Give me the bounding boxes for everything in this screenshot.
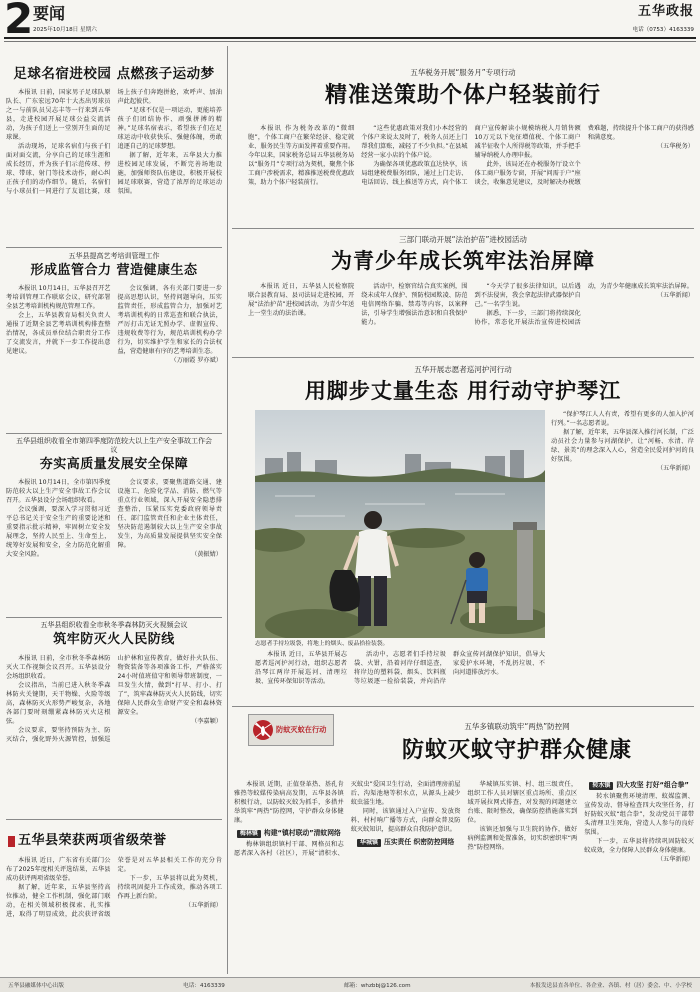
mosquito-icon [252, 719, 274, 741]
fire-paragraph: 本报讯 日前，全市秋冬季森林防灭火工作视频会议召开。五华县设分会场组织收看。 [6, 655, 111, 680]
divider [232, 228, 694, 229]
editor-phone: 电话（0753）4163339 [632, 27, 694, 33]
fire-headline: 筑牢防灭火人民防线 [53, 632, 175, 647]
honors-paragraph: 本报讯 近日，广东省有关部门公布了2025年度相关评选结果，五华县成功获评两项省级荣誉。 [6, 857, 111, 882]
honors-headline: 五华县荣获两项省级荣誉 [18, 833, 167, 848]
river-paragraph: 本报讯 近日，五华县开展志愿者巡河护河行动，组织志愿者沿琴江两岸开展巡河、清理垃圾、宣传环保知识等活动。 [255, 651, 347, 685]
law-paragraph: 据悉，下一步，三部门将持续深化协作，常态化开展法治宣传进校园活动，为青少年健康成长筑牢法治屏障。 [474, 283, 693, 326]
tax-paragraph: 本报讯 作为税务改革的“微细胞”，个体工商户在繁荣经济、稳定就业、服务民生等方面发挥着重要作用。今年以来，国家税务总局五华县税务局以“服务月”专项行动为契机，聚焦个体工商户涉税需求，精准推送税费优惠政策，助力个体户轻装前行。 [248, 125, 355, 186]
mosquito-section-heading [584, 780, 694, 790]
mosquito-subhead: 构建“镇村联动”清蚊网络 [263, 829, 341, 837]
fire-paragraph: 会议指出，当前已进入秋冬季森林防火关键期，天干物燥、火险等级高，森林防灭火形势严峻复杂，各地各部门要时刻绷紧森林防灭火这根弦。 [6, 682, 111, 725]
safety-byline: （黄振婧） [191, 551, 222, 558]
art-exam-byline: （万丽霞 罗亦斌） [170, 357, 222, 364]
tax-paragraph: 为确保各项优惠政策直达快享，该局组建税费服务团队，通过上门走访、电话回访、线上推送等方式，向个体工商户宣传解读小规模纳税人月销售额10万元以下免征增值税、个体工商户减半征收个人所得税等政策，并手把手辅导纳税人办理申报。 [361, 125, 581, 186]
mosquito-paragraph: 该镇还加强与卫生院的协作，做好病例监测和处置准备，切实织密织牢“两热”防控网络。 [467, 826, 578, 851]
divider [6, 617, 222, 618]
fire-kicker: 五华县组织收看全市秋冬季森林防灭火视频会议 [40, 621, 188, 629]
mosquito-paragraph: 下一步，五华县将持续巩固防蚊灭蚊成效，全力保障人民群众身体健康。 [584, 838, 694, 854]
river-body-bottom [255, 650, 545, 702]
football-paragraph: 据了解，近年来，五华县大力推进校园足球发展，不断完善场地设施，加强师资队伍建设，积极开展校园足球联赛，营造了浓厚的足球运动氛围。 [117, 152, 222, 195]
art-exam-headline: 形成监管合力 营造健康生态 [30, 263, 198, 278]
mosquito-body [234, 780, 694, 972]
art-exam-body [6, 284, 222, 428]
mosquito-paragraph: 华城镇压实镇、村、组三级责任，组织工作人员对辖区重点场所、重点区域开展拉网式排查，对发现的问题建立台账、限时整改，确保防控措施落实到位。 [467, 781, 578, 824]
honors-byline: （五华新闻） [184, 902, 222, 909]
footer-email: 邮箱：whzbbj@126.com [344, 983, 411, 989]
honors-paragraph: 下一步，五华县将以此为契机，持续巩固提升工作成效，推动各项工作再上新台阶。 [117, 875, 222, 900]
safety-paragraph: 会议要求，要聚焦道路交通、建设施工、危险化学品、消防、燃气等重点行业领域，深入开展安全隐患排查整治，压紧压实党委政府领导责任、部门监管责任和企业主体责任，坚决防范遏制较大以上生产安全事故发生，为高质量发展提供坚实安全保障。 [117, 479, 222, 549]
mosquito-logo-text: 防蚊灭蚊在行动 [276, 725, 327, 734]
law-byline: （五华新闻） [656, 292, 694, 299]
honors-paragraph: 据了解，近年来，五华县坚持高位推动，健全工作机制，强化部门联动，在相关领域积极探索、扎实推进，取得了明显成效，此次获评省级荣誉是对五华县相关工作的充分肯定。 [6, 857, 222, 918]
divider [6, 247, 222, 248]
footer-publisher: 五华县融媒体中心出版 [8, 983, 64, 989]
river-byline: （五华新闻） [656, 465, 694, 472]
river-paragraph: 活动中，志愿者们手持垃圾袋、火钳，沿着河岸仔细巡查，将岸边的塑料袋、烟头、饮料瓶等垃圾逐一捡拾装袋，并向沿岸群众宣传河湖保护知识，倡导大家爱护水环境，不乱扔垃圾、不向河道排放污水。 [354, 651, 545, 685]
issue-date: 2025年10月18日 星期六 [33, 27, 97, 33]
mosquito-campaign-logo [248, 714, 334, 746]
art-exam-kicker: 五华县提高艺考培训管理工作 [68, 252, 160, 260]
mosquito-paragraph: 转水镇聚焦环境清理、蚊媒监测、宣传发动、督导检查四大攻坚任务，打好防蚊灭蚊“组合拳”，发动党员干部带头清理卫生死角，营造人人参与的良好氛围。 [584, 793, 694, 836]
mosquito-paragraph: 梅林镇组织镇村干部、网格员和志愿者深入各村（社区），开展“清积水、灭蚊虫”爱国卫生行动，全面清理房前屋后、沟渠池塘等积水点，从源头上减少蚊虫滋生地。 [234, 781, 461, 857]
tax-kicker: 五华税务开展“服务月”专项行动 [410, 68, 516, 77]
fire-paragraph: 会议要求，要坚持预防为主、防灭结合，强化野外火源管控，加强巡山护林和宣传教育，做好扑火队伍、物资装备等各项准备工作，严格落实24小时值班值守和领导带班制度，一旦发生火情，做到“打早、打小、打了”，筑牢森林防灭火人民防线，切实保障人民群众生命财产安全和森林资源安全。 [6, 655, 222, 743]
river-body-side [551, 410, 694, 700]
law-paragraph: 本报讯 近日，五华县人民检察院联合县教育局、县司法局走进校园，开展“法治护苗”进校园活动，为青少年送上一堂生动的法治课。 [248, 283, 355, 317]
fire-body [6, 654, 222, 814]
tax-body [248, 124, 694, 224]
tax-paragraph: 此外，该局还在办税服务厅设立个体工商户服务专窗，开展“问需于户”座谈会，收集意见建议，及时解决办税缴费难题，持续提升个体工商户的获得感和满意度。 [474, 125, 694, 186]
mosquito-byline: （五华新闻） [656, 856, 694, 863]
divider [6, 819, 222, 820]
divider [232, 357, 694, 358]
divider [6, 433, 222, 434]
mosquito-subhead: 压实责任 织密防控网络 [383, 838, 455, 846]
river-photo [255, 410, 545, 638]
river-paragraph: 据了解，近年来，五华县深入推行河长制，广泛动员社会力量参与河湖保护，让“河畅、水清、岸绿、景美”的理念深入人心，营造全民爱河护河的良好氛围。 [551, 429, 694, 463]
mosquito-paragraph: 同时，该镇通过入户宣传、发放资料、村村响广播等方式，向群众普及防蚊灭蚊知识，提高群众自我防护意识。 [350, 808, 461, 833]
honors-body [6, 856, 222, 972]
art-exam-paragraph: 会上，五华县教育局相关负责人通报了近期全县艺考培训机构排查整治情况，各成员单位结合职责分工作了交流发言，并就下一步工作提出意见建议。 [6, 312, 111, 355]
law-headline: 为青少年成长筑牢法治屏障 [331, 248, 595, 273]
page-number: 2 [4, 0, 34, 43]
mosquito-section-heading [351, 837, 461, 847]
art-exam-paragraph: 本报讯 10月14日，五华县召开艺考培训管理工作联席会议，研究部署全县艺考培训机构规范管理工作。 [6, 285, 111, 310]
safety-headline: 夯实高质量发展安全保障 [39, 457, 189, 472]
football-paragraph: 活动现场，足球名宿们与孩子们面对面交流，分享自己的足球生涯和成长经历，并为孩子们示范传球、停球、带球、射门等技术动作，耐心纠正孩子们的动作细节。随后，名宿们与小球员们一同进行了友谊比赛，球场上孩子们奔跑拼抢，欢呼声、加油声此起彼伏。 [6, 89, 222, 195]
column-divider [227, 46, 228, 974]
header-rule-thin [4, 41, 696, 42]
football-paragraph: 本报讯 日前，国家男子足球队原队长、广东宏远70年十大杰出男球员之一与前队员吴志丰等一行来到五华县，走进校园开展足球公益交流活动，为孩子们送上一堂别开生面的足球课。 [6, 89, 111, 141]
art-exam-paragraph: 会议强调，各有关部门要进一步提高思想认识，坚持问题导向，压实监管责任，形成监管合力，加强对艺考培训机构的日常巡查和联合执法，严厉打击无证无照办学、虚假宣传、违规收费等行为，规范培训机构办学行为，切实维护学生和家长的合法权益，营造健康有序的艺考培训生态。 [117, 285, 222, 355]
safety-kicker: 五华县组织收看全市第四季度防范较大以上生产安全事故工作会议 [16, 437, 212, 454]
footer-phone: 电话：4163339 [183, 983, 225, 989]
header-rule [4, 37, 696, 39]
fire-byline: （李嘉颖） [191, 718, 222, 725]
football-headline: 足球名宿进校园 点燃孩子运动梦 [13, 66, 215, 82]
mosquito-headline: 防蚊灭蚊守护群众健康 [401, 737, 632, 763]
tax-headline: 精准送策助个体户轻装前行 [324, 82, 601, 108]
river-paragraph: “保护琴江人人有责，希望有更多的人加入护河行列。”一名志愿者说。 [551, 411, 694, 427]
page-footer [0, 977, 700, 992]
law-kicker: 三部门联动开展“法治护苗”进校园活动 [399, 235, 527, 244]
law-paragraph: 活动中，检察官结合真实案例，围绕未成年人保护、预防校园欺凌、防范电信网络诈骗、禁毒等内容，以案释法，引导学生增强法治意识和自我保护能力。 [361, 283, 468, 326]
river-headline: 用脚步丈量生态 用行动守护琴江 [304, 378, 622, 403]
safety-paragraph: 本报讯 10月14日，全市第四季度防范较大以上生产安全事故工作会议召开。五华县设分会场组织收看。 [6, 479, 111, 504]
mosquito-subhead: 四大攻坚 打好“组合拳” [616, 781, 689, 789]
section-title: 要闻 [33, 4, 66, 23]
tax-byline: （五华税务） [656, 143, 694, 150]
divider [232, 706, 694, 707]
law-paragraph: “今天学了很多法律知识，以后遇到不法侵害，我会拿起法律武器保护自己。”一名学生说。 [474, 283, 581, 308]
river-kicker: 五华开展志愿者巡河护河行动 [414, 365, 512, 374]
football-body [6, 88, 222, 242]
football-paragraph: “足球不仅是一项运动，更能培养孩子们团结协作、顽强拼搏的精神。”足球名宿表示，希望孩子们在足球运动中收获快乐、强健体魄，勇敢追逐自己的足球梦想。 [117, 107, 222, 150]
safety-body [6, 478, 222, 612]
headline-marker [8, 836, 15, 847]
river-photo-illustration [255, 410, 545, 638]
river [255, 482, 545, 532]
town-tag: 转水镇 [589, 782, 613, 790]
safety-paragraph: 会议强调，要深入学习贯彻习近平总书记关于安全生产的重要论述和重要指示批示精神，牢固树立安全发展理念，坚持人民至上、生命至上，统筹好发展和安全，全力防范化解重大安全风险。 [6, 506, 111, 558]
town-tag: 梅林镇 [237, 830, 261, 838]
mosquito-intro: 本报讯 近期，正值登革热、基孔肯雅热等蚊媒传染病高发期，五华县各镇积极行动，以防蚊灭蚊为抓手，多措并举筑牢“两热”防控网，守护群众身体健康。 [234, 781, 344, 824]
masthead-logo: 五华政报 [637, 4, 694, 19]
footer-distribution: 本报发送县直各单位、各企业、各镇、村（居）委会、中、小学校 [529, 983, 692, 989]
river-photo-caption: 志愿者手持垃圾袋，将地上的烟头、废品拾捡装袋。 [255, 641, 389, 647]
law-body [248, 282, 694, 352]
mosquito-section-heading [234, 828, 344, 838]
town-tag: 华城镇 [357, 839, 381, 847]
mosquito-kicker: 五华多镇联动筑牢“两热”防控网 [464, 722, 570, 731]
tax-paragraph: “这些优惠政策对我们小本经营的个体户来说太及时了，税务人员还上门帮我们算账，减轻了不少负担。”在县城经营一家小店的个体户说。 [361, 125, 468, 159]
